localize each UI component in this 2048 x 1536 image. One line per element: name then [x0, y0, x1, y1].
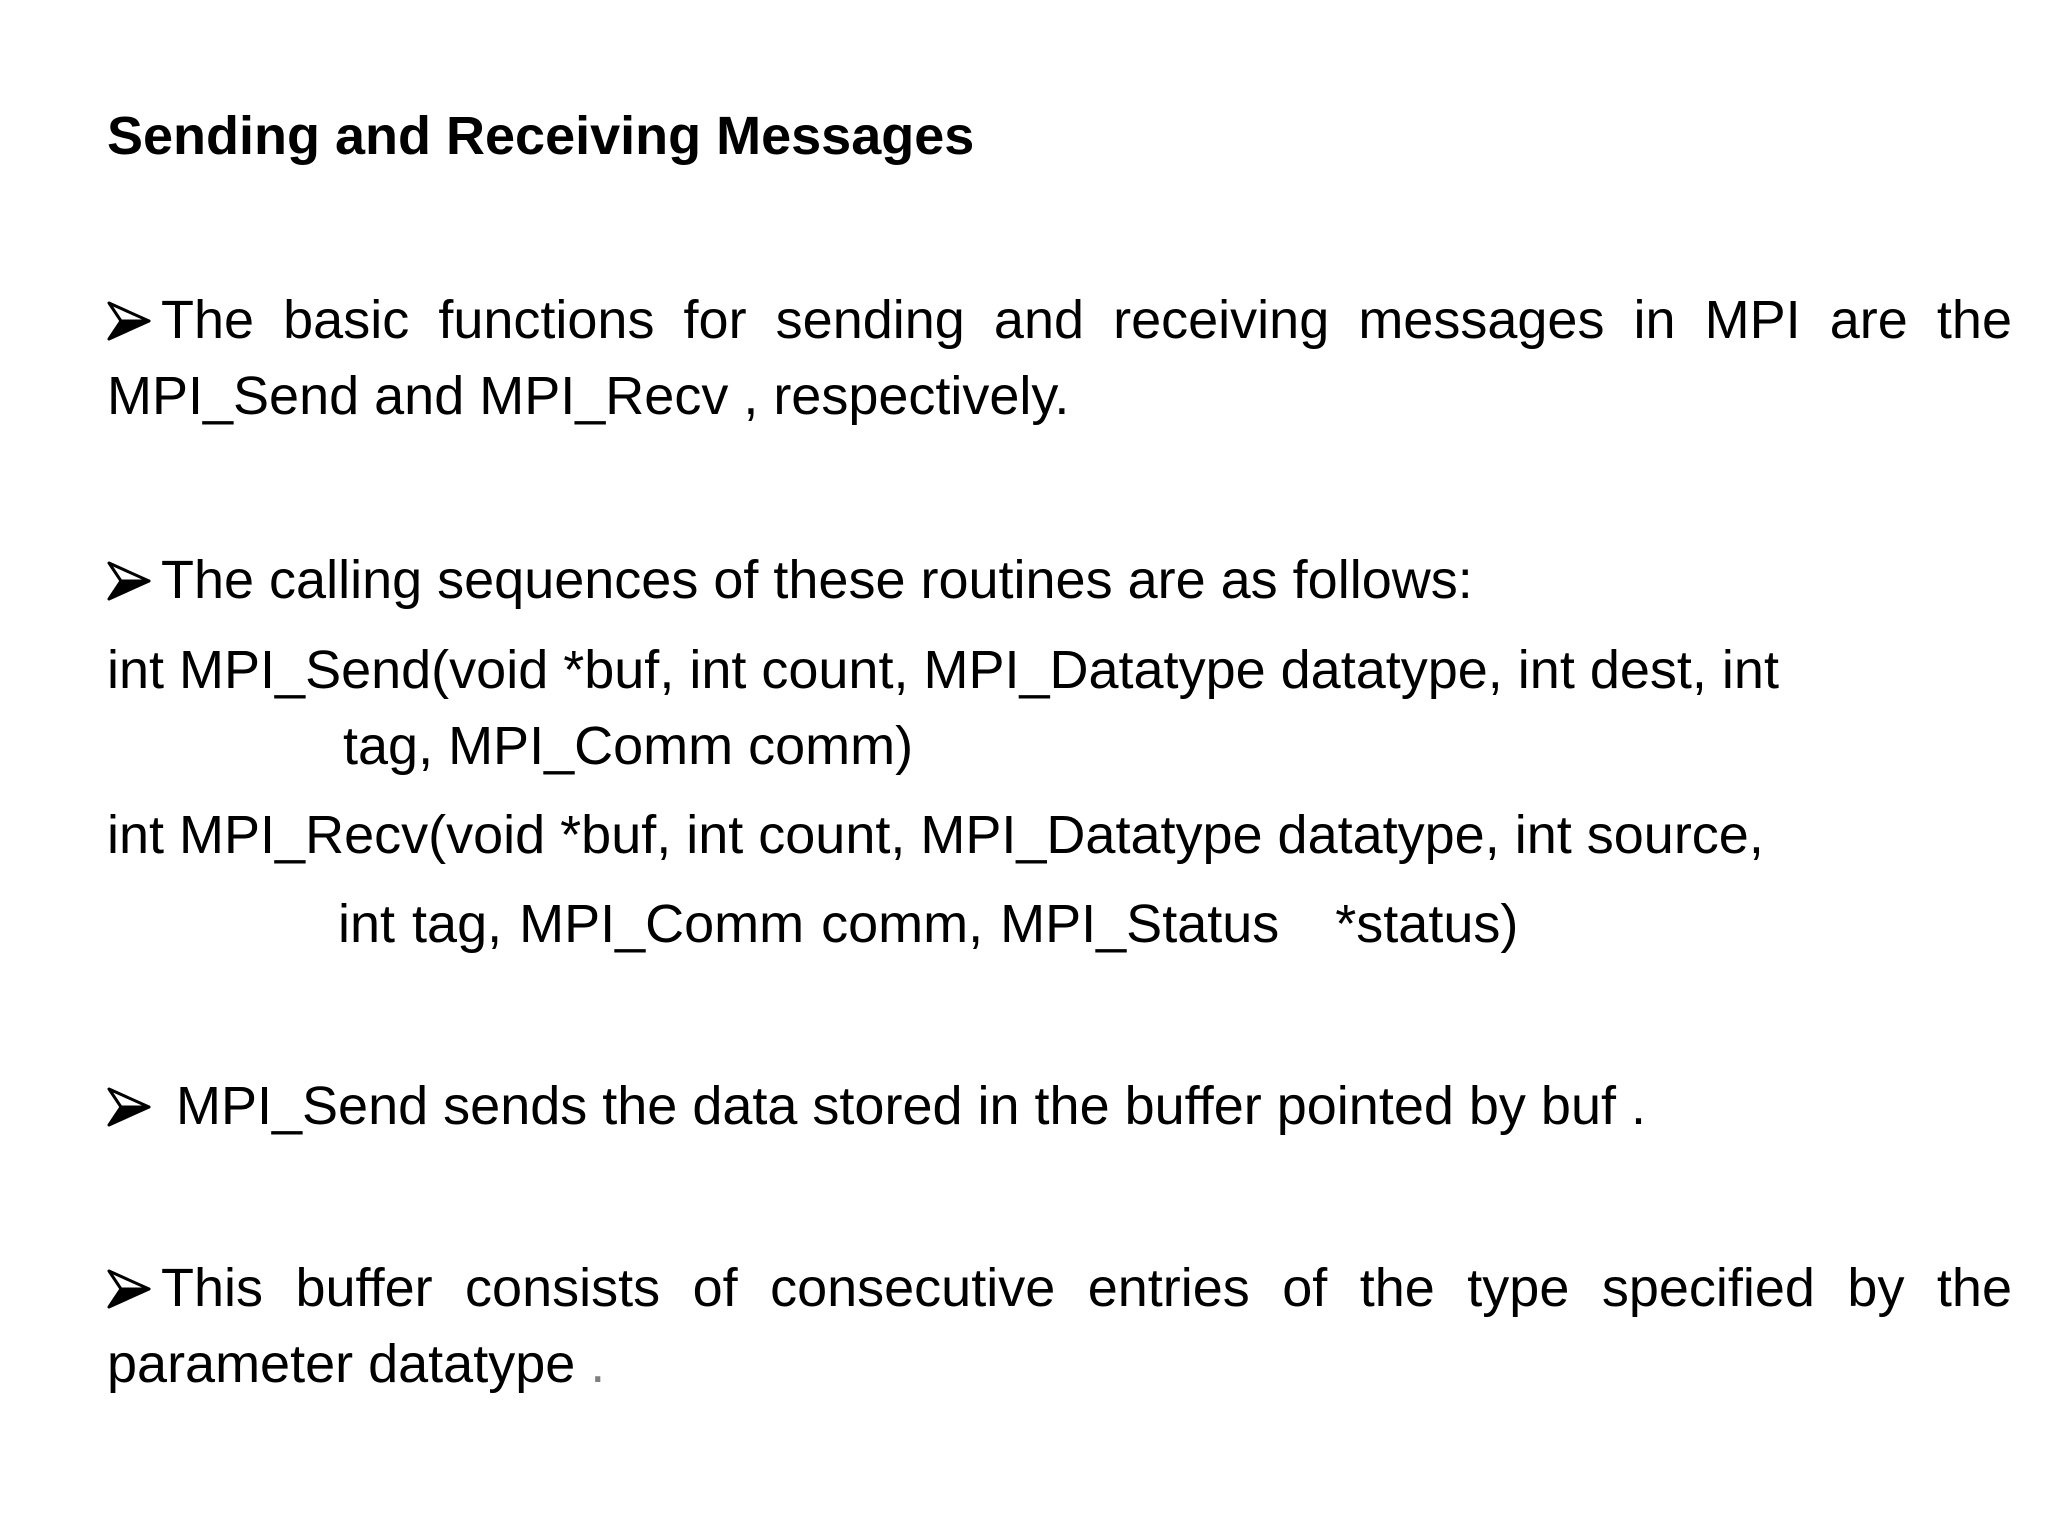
arrow-bullet-icon [107, 1087, 161, 1127]
paragraph-mpi-send-description-text: MPI_Send sends the data stored in the buffer pointed by buf . [161, 1076, 1646, 1136]
paragraph-buffer-description-text: This buffer consists of consecutive entries of the type specified by the parameter datatype [107, 1258, 2012, 1394]
trailing-period: . [590, 1334, 606, 1394]
paragraph-basic-functions-text: The basic functions for sending and receiving messages in MPI are the MPI_Send and MPI_Recv , respectively. [107, 290, 2012, 426]
paragraph-mpi-send-description [107, 1068, 2012, 1144]
code-mpi-send-line-1: int MPI_Send(void *buf, int count, MPI_Datatype datatype, int dest, int [107, 640, 1779, 700]
arrow-bullet-icon [107, 1269, 161, 1309]
arrow-bullet-icon [107, 561, 161, 601]
code-mpi-recv-line-2a: int tag, MPI_Comm comm, MPI_Status [338, 894, 1280, 954]
code-mpi-recv-line-2b: *status) [1335, 894, 1519, 954]
arrow-bullet-icon [107, 301, 161, 341]
code-mpi-recv-line-2 [338, 886, 1518, 962]
paragraph-basic-functions [107, 282, 2012, 434]
slide-title: Sending and Receiving Messages [107, 106, 975, 166]
code-mpi-recv-line-1: int MPI_Recv(void *buf, int count, MPI_Datatype datatype, int source, [107, 805, 1764, 865]
paragraph-calling-sequences-text: The calling sequences of these routines are as follows: [161, 550, 1473, 610]
paragraph-buffer-description [107, 1250, 2012, 1402]
code-mpi-send-line-2: tag, MPI_Comm comm) [343, 716, 914, 776]
paragraph-calling-sequences [107, 542, 2012, 618]
